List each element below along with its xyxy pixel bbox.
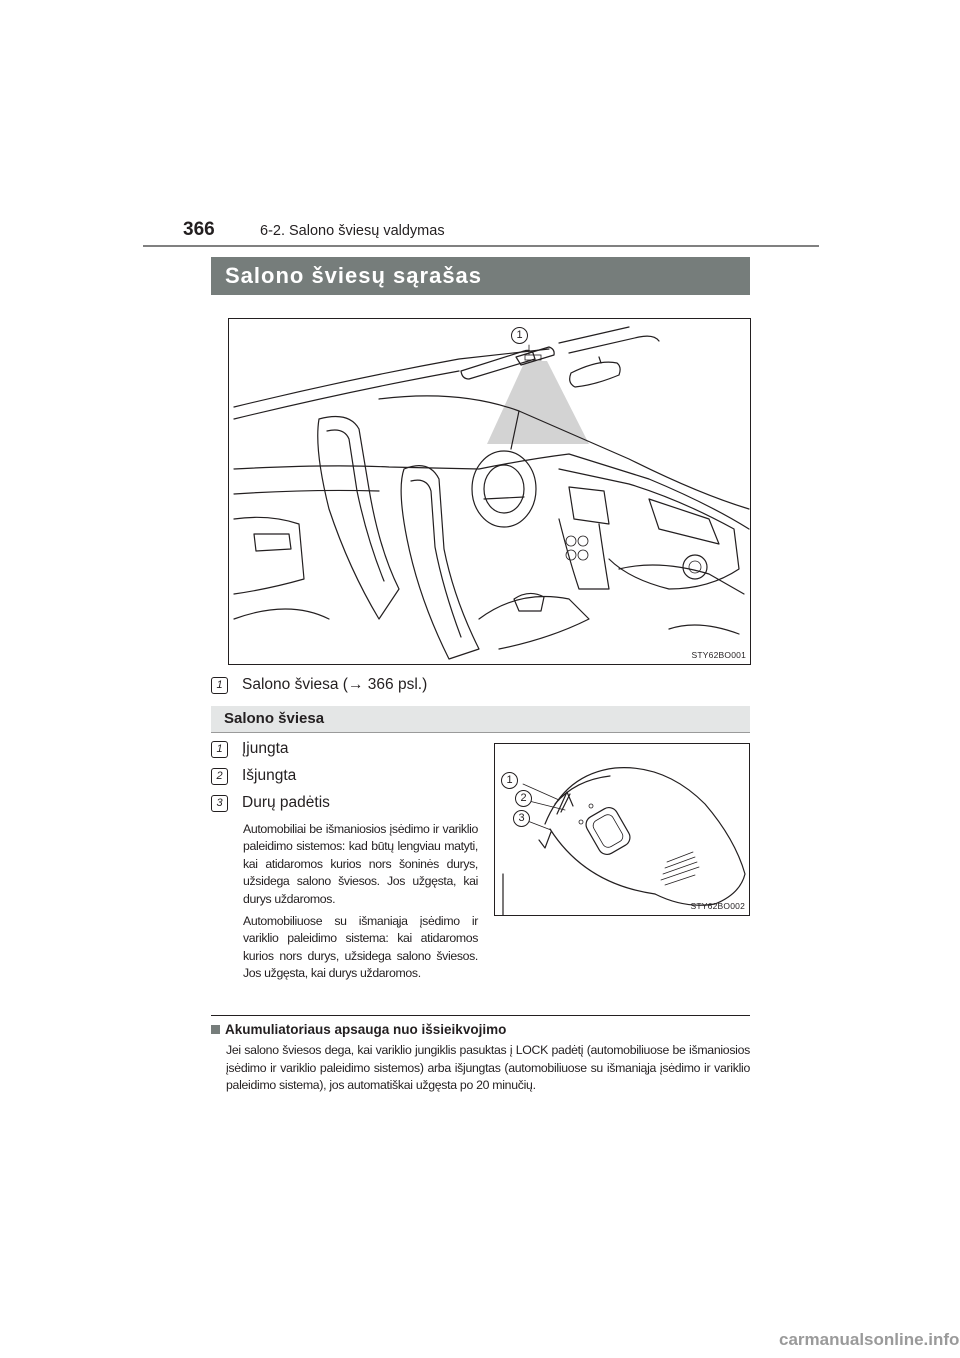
item-number: 3 (211, 795, 228, 812)
note-text: Jei salono šviesos dega, kai variklio jungiklis pasuktas į LOCK padėtį (automobiliuose be išmaniosios įsėdimo ir variklio paleidimo sistemos) arba išjungtas (automobiliuose su išmaniąja įsėdimo ir variklio paleidimo sistema), jos automatiškai užgęsta po 20 minučių. (226, 1043, 750, 1093)
figure-code: STY62BO001 (691, 650, 746, 660)
page-title: Salono šviesų sąrašas (211, 257, 750, 295)
note-divider (211, 1015, 750, 1016)
item-label: Durų padėtis (242, 794, 330, 811)
callout-1: 1 (511, 327, 528, 344)
bullet-square-icon (211, 1025, 220, 1034)
interior-illustration (228, 318, 751, 665)
note-title (211, 1022, 506, 1037)
item-label: Salono šviesa (→ 366 psl.) (242, 676, 428, 693)
interior-drawing (229, 319, 751, 665)
switch-drawing (495, 744, 750, 916)
item-number: 2 (211, 768, 228, 785)
switch-illustration (494, 743, 750, 916)
callout-2: 2 (515, 790, 532, 807)
watermark: carmanualsonline.info (779, 1330, 960, 1349)
door-paragraph: Automobiliuose su išmaniąja įsėdimo ir variklio paleidimo sistema: kai atidaromos kurios nors durys, užsidega salono šviesos. Jos užgęsta, kai durys uždaromos. (243, 914, 478, 981)
item-label: Išjungta (242, 767, 297, 784)
callout-1: 1 (501, 772, 518, 789)
door-paragraph: Automobiliai be išmaniosios įsėdimo ir variklio paleidimo sistemos: kad būtų lengviau matyti, kai atidaromos kurios nors šoninės durys, užsidega salono šviesos. Jos užgęsta, kai durys uždaromos. (243, 822, 478, 906)
header-divider (143, 245, 819, 247)
subheading: Salono šviesa (211, 706, 750, 733)
item-number: 1 (211, 677, 228, 694)
section-header: 6-2. Salono šviesų valdymas (260, 223, 445, 239)
note-title-text: Akumuliatoriaus apsauga nuo išsieikvojimo (225, 1022, 507, 1037)
item-label: Įjungta (242, 740, 289, 757)
callout-3: 3 (513, 810, 530, 827)
figure-code: STY62BO002 (690, 901, 745, 911)
item-number: 1 (211, 741, 228, 758)
page-number: 366 (183, 219, 215, 240)
